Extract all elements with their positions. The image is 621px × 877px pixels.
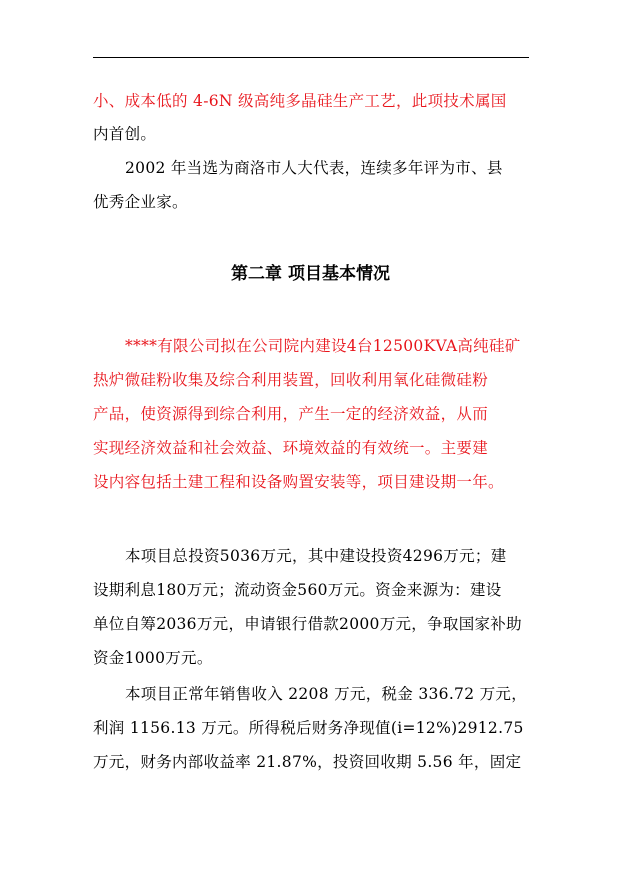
paragraph-line: ****有限公司拟在公司院内建设4台12500KVA高纯硅矿 xyxy=(125,337,521,355)
header-rule xyxy=(93,57,529,58)
paragraph-line: 本项目正常年销售收入 2208 万元，税金 336.72 万元， xyxy=(125,685,527,703)
paragraph-line: 产品，使资源得到综合利用，产生一定的经济效益，从而 xyxy=(93,405,489,423)
chapter-title: 第二章 项目基本情况 xyxy=(231,264,390,284)
paragraph-line: 设期利息180万元；流动资金560万元。资金来源为：建设 xyxy=(93,581,502,599)
paragraph-line: 实现经济效益和社会效益、环境效益的有效统一。主要建 xyxy=(93,439,489,457)
paragraph-line: 2002 年当选为商洛市人大代表，连续多年评为市、县 xyxy=(125,159,503,177)
paragraph-line: 小、成本低的 4-6N 级高纯多晶硅生产工艺，此项技术属国 xyxy=(93,92,507,110)
paragraph-line: 本项目总投资5036万元，其中建设投资4296万元；建 xyxy=(125,547,507,565)
paragraph-line: 资金1000万元。 xyxy=(93,649,213,667)
paragraph-line: 热炉微硅粉收集及综合利用装置，回收利用氧化硅微硅粉 xyxy=(93,371,489,389)
paragraph-line: 万元，财务内部收益率 21.87%，投资回收期 5.56 年，固定 xyxy=(93,753,522,771)
paragraph-line: 利润 1156.13 万元。所得税后财务净现值(i=12%)2912.75 xyxy=(93,719,524,737)
paragraph-line: 单位自筹2036万元，申请银行借款2000万元，争取国家补助 xyxy=(93,615,522,633)
paragraph-line: 内首创。 xyxy=(93,125,157,143)
paragraph-line: 设内容包括土建工程和设备购置安装等，项目建设期一年。 xyxy=(93,473,504,491)
paragraph-line: 优秀企业家。 xyxy=(93,193,188,211)
